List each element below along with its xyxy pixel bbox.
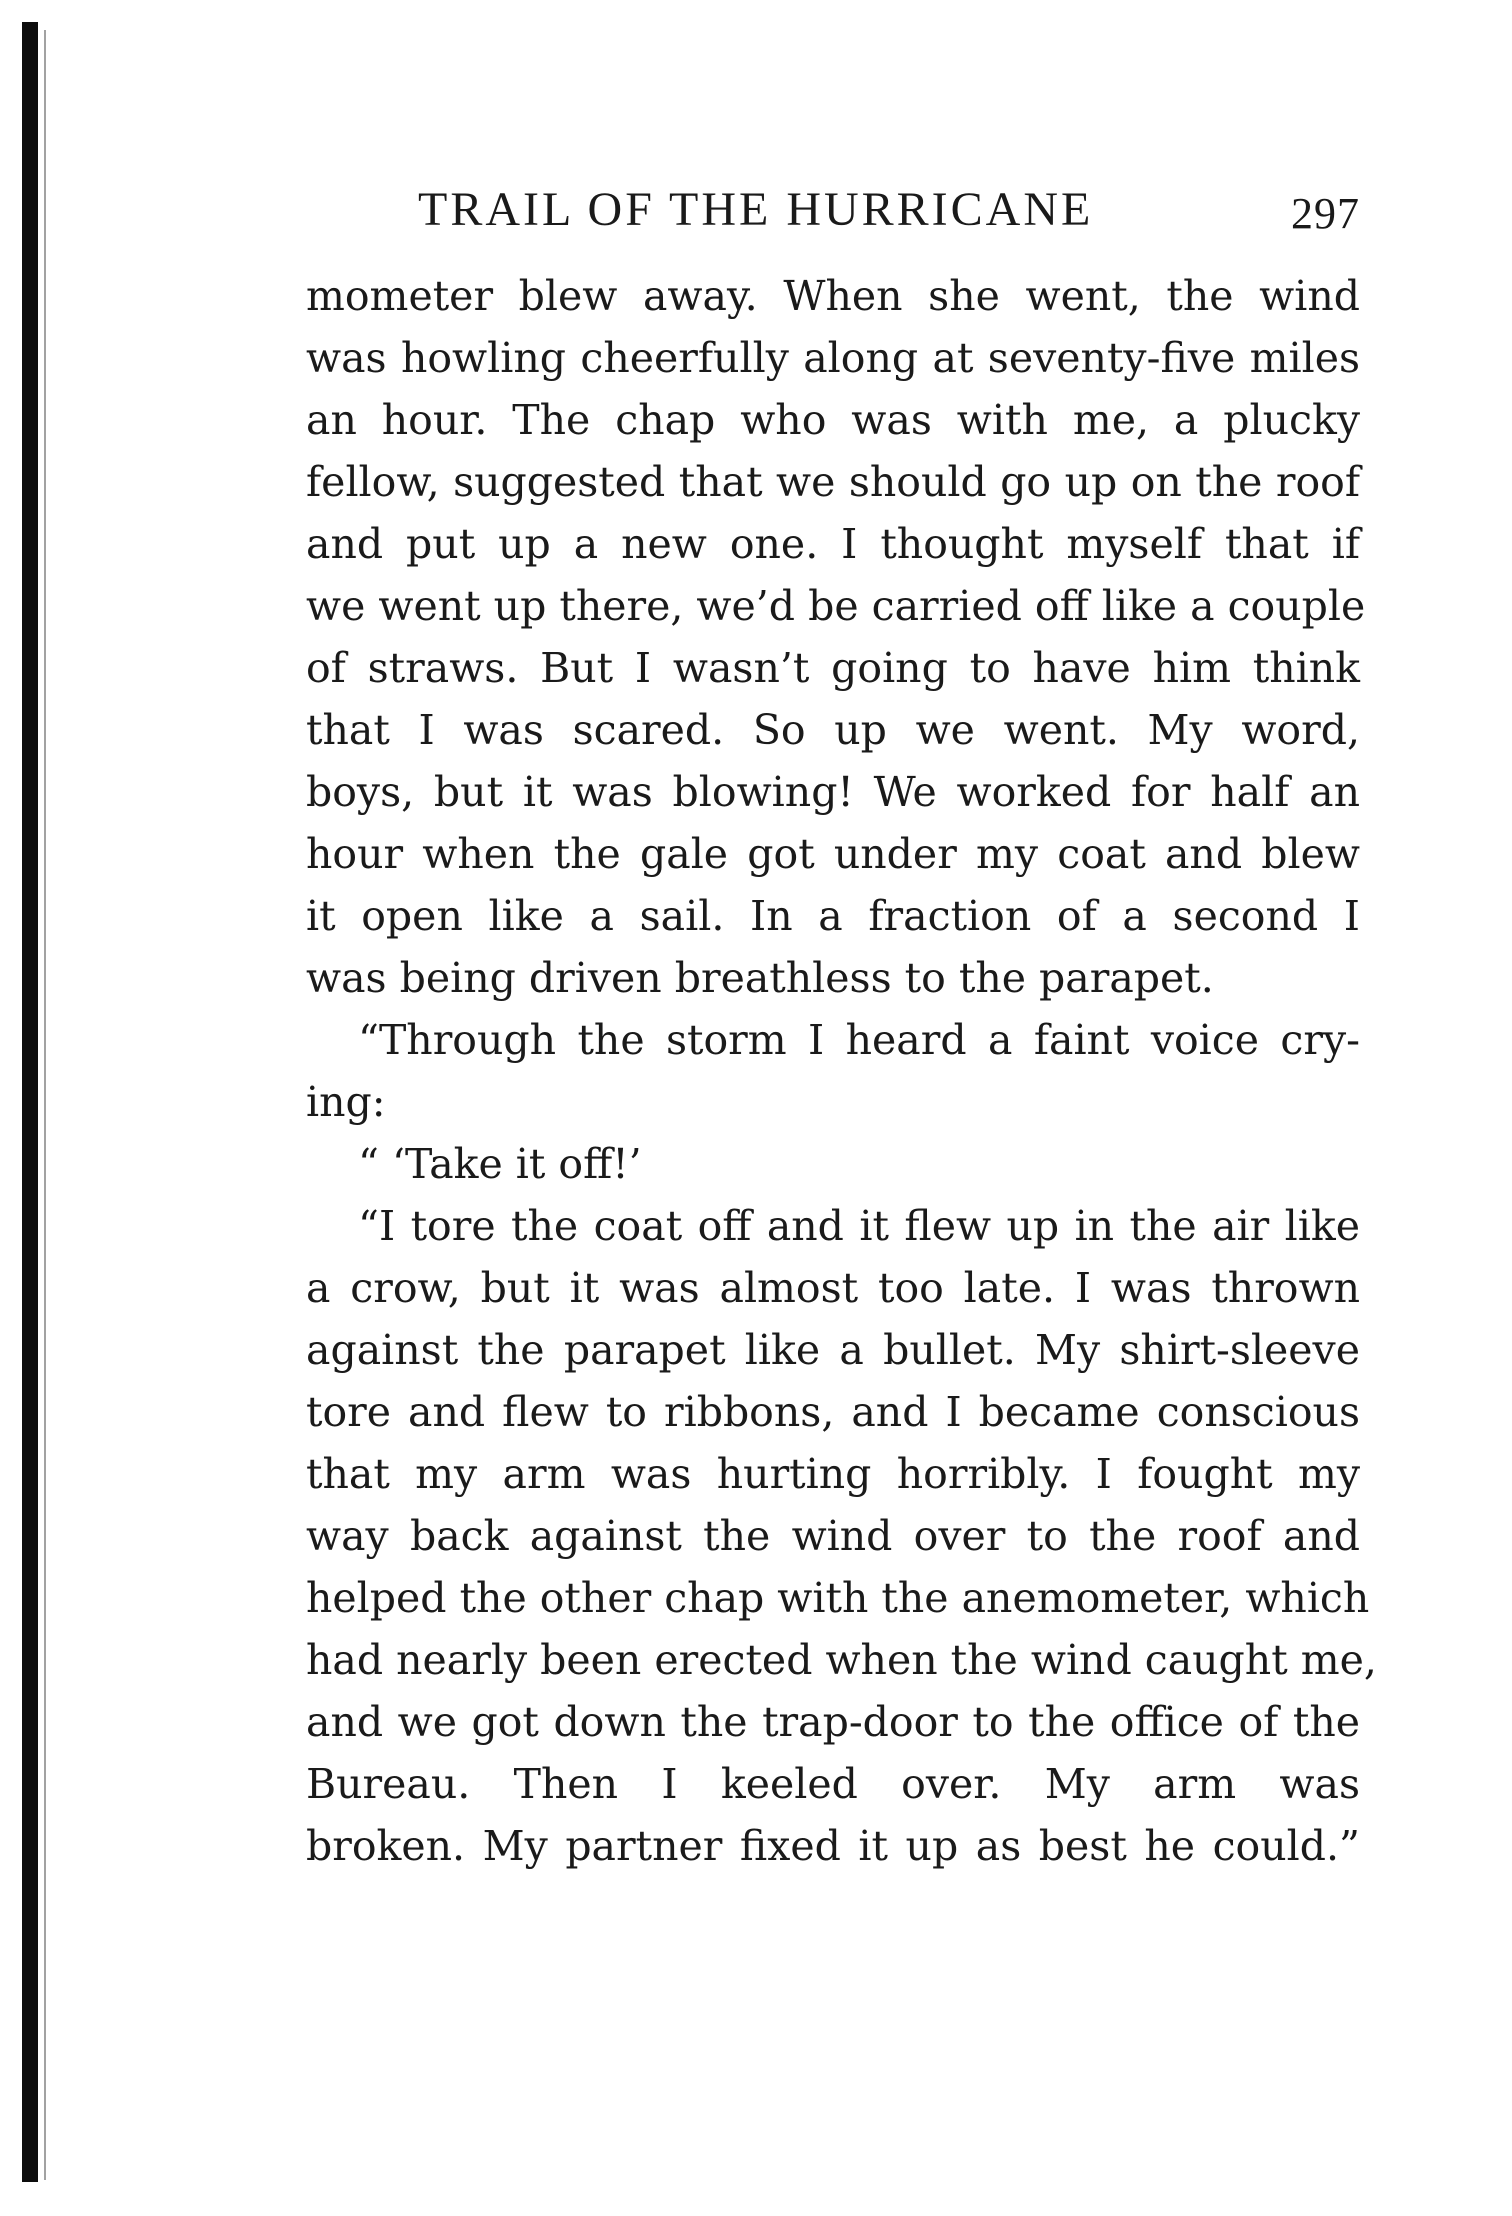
text-line: an hour. The chap who was with me, a plucky [306,396,1360,444]
text-line: way back against the wind over to the roof and [306,1512,1360,1560]
text-line: hour when the gale got under my coat and blew [306,830,1360,878]
text-line: that I was scared. So up we went. My word, [306,706,1360,754]
text-line: was howling cheerfully along at seventy-five miles [306,334,1360,382]
text-line: mometer blew away. When she went, the wind [306,272,1360,320]
text-line: “I tore the coat off and it flew up in the air like [358,1202,1360,1250]
text-line: ing: [306,1078,386,1126]
text-line: and we got down the trap-door to the office of the [306,1698,1360,1746]
text-line: broken. My partner fixed it up as best he could.” [306,1822,1360,1870]
page-number: 297 [1291,189,1360,238]
text-line: a crow, but it was almost too late. I was thrown [306,1264,1360,1312]
text-line: “Through the storm I heard a faint voice cry- [358,1016,1360,1064]
text-line: we went up there, we’d be carried off like a couple [306,582,1366,630]
running-head [418,178,1360,242]
page-binding-edge [22,22,38,2182]
text-line: that my arm was hurting horribly. I fought my [306,1450,1360,1498]
text-line: tore and flew to ribbons, and I became conscious [306,1388,1360,1436]
text-line: and put up a new one. I thought myself that if [306,520,1360,568]
page-binding-line [44,30,46,2180]
text-line: boys, but it was blowing! We worked for half an [306,768,1360,816]
text-line: fellow, suggested that we should go up on the roof [306,458,1360,506]
running-title: TRAIL OF THE HURRICANE [418,183,1094,236]
text-line: was being driven breathless to the parapet. [306,954,1214,1002]
text-line: “ ‘Take it off!’ [358,1140,642,1188]
text-line: Bureau. Then I keeled over. My arm was [306,1760,1360,1808]
text-line: of straws. But I wasn’t going to have him think [306,644,1360,692]
body-text [306,265,1377,1877]
text-line: against the parapet like a bullet. My shirt-sleeve [306,1326,1360,1374]
text-line: helped the other chap with the anemometer, which [306,1574,1370,1622]
text-line: had nearly been erected when the wind caught me, [306,1636,1377,1684]
text-line: it open like a sail. In a fraction of a second I [306,892,1360,940]
